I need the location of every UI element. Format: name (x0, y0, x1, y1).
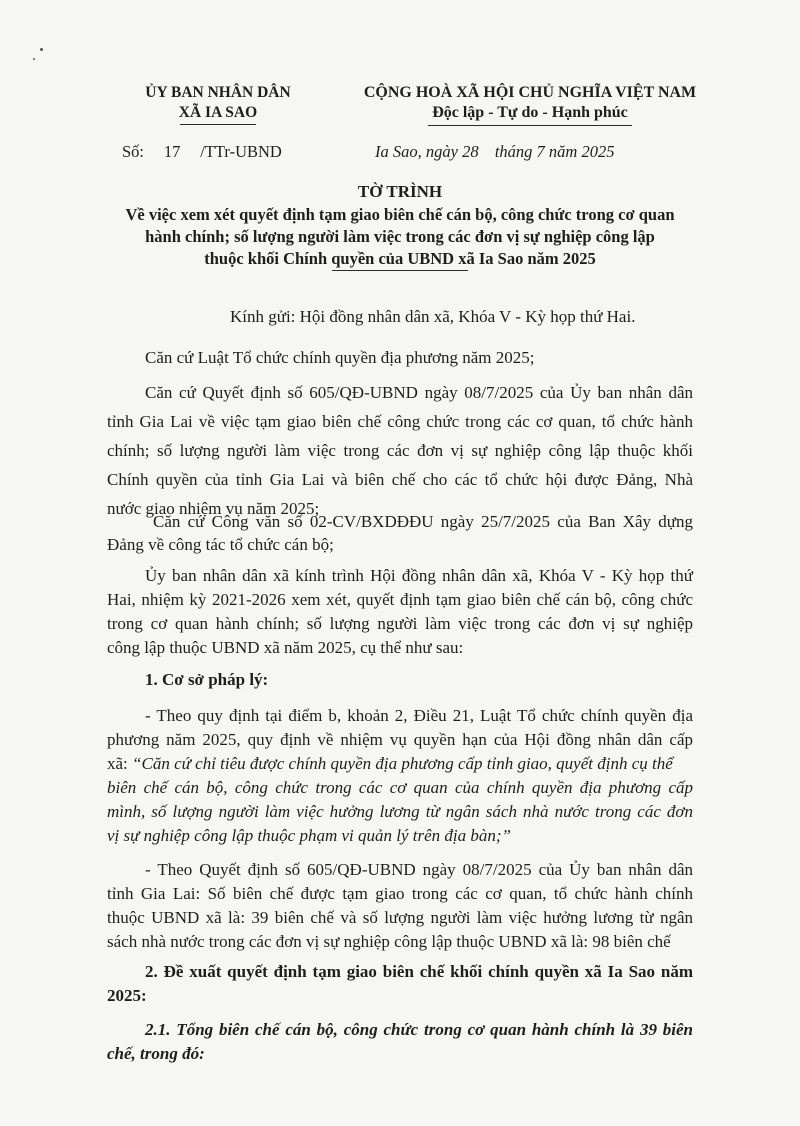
place-date-part2: tháng 7 năm 2025 (494, 142, 615, 161)
section-heading: 2. Đề xuất quyết định tạm giao biên chế khối chính quyền xã Ia Sao năm (145, 962, 693, 981)
paragraph-line: công lập thuộc UBND xã năm 2025, cụ thể như sau: (107, 638, 464, 657)
nation-motto: Độc lập - Tự do - Hạnh phúc (432, 104, 628, 121)
subject-line: Về việc xem xét quyết định tạm giao biên chế cán bộ, công chức trong cơ quan (125, 205, 675, 224)
subsection-heading: 2.1. Tổng biên chế cán bộ, công chức trong cơ quan hành chính là 39 biên (145, 1020, 693, 1039)
place-date-part1: Ia Sao, ngày 28 (375, 142, 479, 161)
quote-line: vị sự nghiệp công lập thuộc phạm vi quản lý trên địa bàn;” (107, 826, 511, 845)
scan-speck (33, 58, 35, 60)
section-heading: 1. Cơ sở pháp lý: (145, 670, 269, 689)
quote-line: mình, số lượng người làm việc hưởng lương từ ngân sách nhà nước trong các đơn (107, 802, 693, 821)
subsection-heading: chế, trong đó: (107, 1044, 205, 1063)
paragraph-line: phương năm 2025, quy định về nhiệm vụ quyền hạn của Hội đồng nhân dân cấp (107, 730, 693, 749)
place-date (375, 142, 614, 162)
quote-text: “Căn cứ chỉ tiêu được chính quyền địa phương cấp tỉnh giao, quyết định cụ thể (132, 754, 673, 773)
paragraph-line: trong cơ quan hành chính; số lượng người làm việc trong các đơn vị sự nghiệp (107, 614, 693, 633)
org-underline (180, 124, 256, 125)
quote-line: biên chế cán bộ, công chức trong các cơ quan của chính quyền địa phương cấp (107, 778, 693, 797)
org-name-line2: XÃ IA SAO (178, 104, 258, 121)
motto-underline (428, 125, 632, 126)
paragraph-line: - Theo Quyết định số 605/QĐ-UBND ngày 08/7/2025 của Ủy ban nhân dân (145, 860, 693, 879)
paragraph-line: chính; số lượng người làm việc trong các đơn vị sự nghiệp công lập thuộc khối (107, 441, 693, 460)
paragraph-line (107, 754, 693, 774)
number-suffix: /TTr-UBND (200, 142, 282, 161)
paragraph-line: - Theo quy định tại điểm b, khoản 2, Điều 21, Luật Tổ chức chính quyền địa (145, 706, 693, 725)
paragraph-line: nước giao nhiệm vụ năm 2025; (107, 499, 320, 518)
paragraph-line: Chính quyền của tỉnh Gia Lai và biên chế cho các tổ chức hội được Đảng, Nhà (107, 470, 693, 489)
paragraph-line: thuộc UBND xã là: 39 biên chế và số lượng người làm việc hưởng lương từ ngân (107, 908, 693, 927)
paragraph-line: Ủy ban nhân dân xã kính trình Hội đồng nhân dân xã, Khóa V - Kỳ họp thứ (145, 566, 693, 585)
recipient-line: Kính gửi: Hội đồng nhân dân xã, Khóa V - Kỳ họp thứ Hai. (230, 307, 636, 326)
number-value: 17 (163, 142, 181, 161)
scan-speck (40, 48, 43, 51)
paragraph-line: tỉnh Gia Lai về việc tạm giao biên chế công chức trong các cơ quan, tổ chức hành (107, 412, 693, 431)
paragraph-line: Căn cứ Công văn số 02-CV/BXDĐĐU ngày 25/7/2025 của Ban Xây dựng (153, 512, 693, 531)
paragraph-line: Đảng về công tác tổ chức cán bộ; (107, 535, 334, 554)
subject-line: thuộc khối Chính quyền của UBND xã Ia Sao năm 2025 (204, 249, 596, 268)
document-number (122, 142, 282, 162)
section-heading: 2025: (107, 986, 147, 1005)
title-underline (332, 270, 468, 271)
number-label: Số: (122, 142, 145, 161)
paragraph-line: Hai, nhiệm kỳ 2021-2026 xem xét, quyết định tạm giao biên chế cán bộ, công chức (107, 590, 693, 609)
subject-line: hành chính; số lượng người làm việc trong các đơn vị sự nghiệp công lập (145, 227, 655, 246)
paragraph-line: Căn cứ Luật Tổ chức chính quyền địa phương năm 2025; (145, 348, 535, 367)
paragraph-line: tỉnh Gia Lai: Số biên chế được tạm giao trong các cơ quan, tổ chức hành chính (107, 884, 693, 903)
document-heading: TỜ TRÌNH (357, 182, 443, 201)
nation-title: CỘNG HOÀ XÃ HỘI CHỦ NGHĨA VIỆT NAM (363, 84, 697, 101)
org-name-line1: ỦY BAN NHÂN DÂN (145, 84, 291, 101)
paragraph-line: Căn cứ Quyết định số 605/QĐ-UBND ngày 08/7/2025 của Ủy ban nhân dân (145, 383, 693, 402)
paragraph-line: sách nhà nước trong các đơn vị sự nghiệp công lập thuộc UBND xã là: 98 biên chế (107, 932, 671, 951)
quote-intro: xã: (107, 754, 133, 773)
